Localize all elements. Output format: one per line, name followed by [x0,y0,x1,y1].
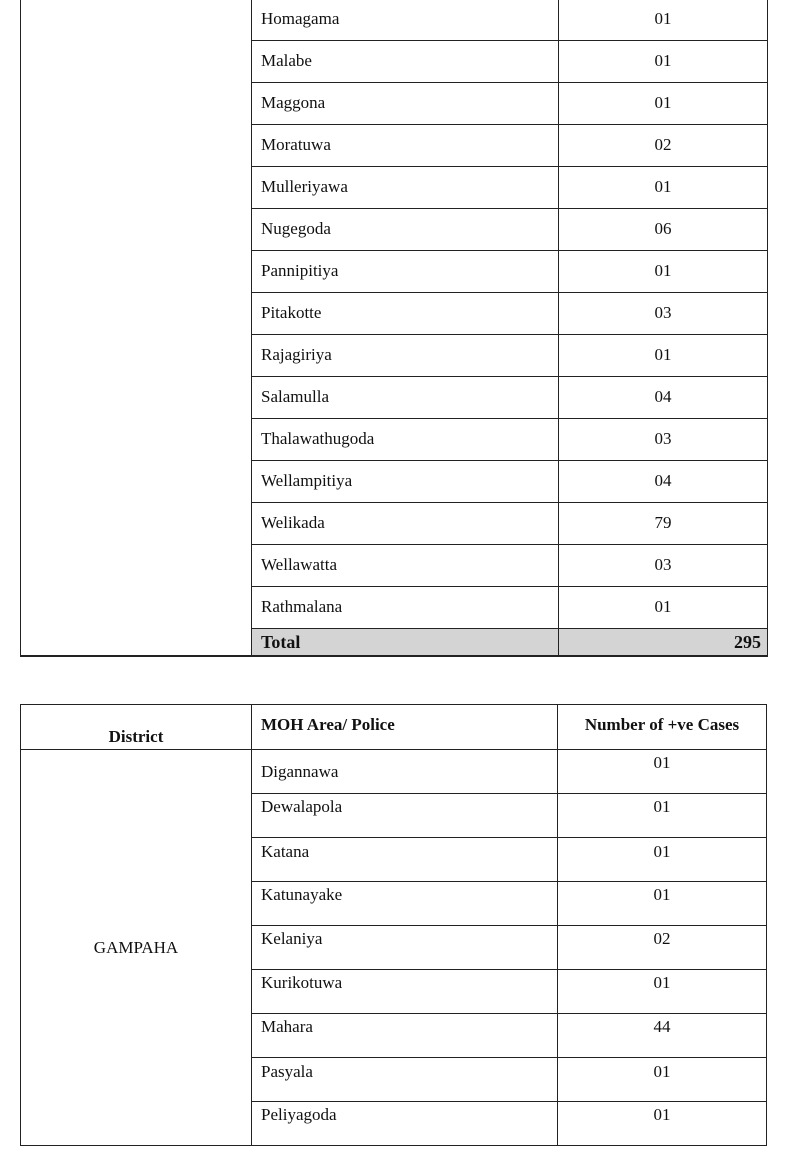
moh-area-cell: Welikada [252,503,559,545]
moh-area-cell: Pannipitiya [252,251,559,293]
moh-area-cell: Nugegoda [252,209,559,251]
case-count-cell: 01 [558,1058,767,1102]
case-count-cell: 01 [559,41,768,83]
case-count-cell: 02 [558,926,767,970]
colombo-cases-table [20,0,768,657]
case-count-cell: 02 [559,125,768,167]
case-count-cell: 44 [558,1014,767,1058]
moh-area-cell: Wellawatta [252,545,559,587]
case-count-cell: 03 [559,419,768,461]
table-row [21,0,768,41]
moh-area-cell: Thalawathugoda [252,419,559,461]
gampaha-cases-body [21,750,767,1146]
moh-area-cell: Katunayake [252,882,558,926]
case-count-cell: 01 [558,838,767,882]
moh-area-cell: Moratuwa [252,125,559,167]
moh-area-cell: Pitakotte [252,293,559,335]
colombo-cases-body [21,0,768,656]
case-count-cell: 01 [558,1102,767,1146]
moh-area-cell: Mahara [252,1014,558,1058]
case-count-cell: 01 [559,0,768,41]
case-count-cell: 04 [559,461,768,503]
moh-area-cell: Peliyagoda [252,1102,558,1146]
moh-area-cell: Salamulla [252,377,559,419]
table-header [21,705,767,750]
case-count-cell: 06 [559,209,768,251]
district-cell [21,0,252,656]
case-count-cell: 01 [559,83,768,125]
moh-area-cell: Rathmalana [252,587,559,629]
total-value: 295 [559,629,768,656]
case-count-cell: 03 [559,545,768,587]
moh-area-cell: Dewalapola [252,794,558,838]
case-count-header: Number of +ve Cases [558,705,767,750]
moh-area-cell: Homagama [252,0,559,41]
moh-area-cell: Rajagiriya [252,335,559,377]
case-count-cell: 01 [559,251,768,293]
moh-area-cell: Malabe [252,41,559,83]
case-count-cell: 01 [558,794,767,838]
moh-area-cell: Mulleriyawa [252,167,559,209]
case-count-cell: 01 [558,882,767,926]
moh-area-cell: Kurikotuwa [252,970,558,1014]
header-row [21,705,767,750]
case-count-cell: 03 [559,293,768,335]
moh-area-header: MOH Area/ Police [252,705,558,750]
case-count-cell: 79 [559,503,768,545]
case-count-cell: 01 [559,587,768,629]
district-header: District [21,705,252,750]
district-name: GAMPAHA [21,750,252,1146]
total-label: Total [252,629,559,656]
moh-area-cell: Wellampitiya [252,461,559,503]
gampaha-cases-table [20,704,767,1146]
case-count-cell: 04 [559,377,768,419]
moh-area-cell: Pasyala [252,1058,558,1102]
case-count-cell: 01 [559,167,768,209]
moh-area-cell: Katana [252,838,558,882]
moh-area-cell: Kelaniya [252,926,558,970]
case-count-cell: 01 [558,750,767,794]
moh-area-cell: Digannawa [252,750,558,794]
case-count-cell: 01 [558,970,767,1014]
moh-area-cell: Maggona [252,83,559,125]
table-row [21,750,767,794]
case-count-cell: 01 [559,335,768,377]
